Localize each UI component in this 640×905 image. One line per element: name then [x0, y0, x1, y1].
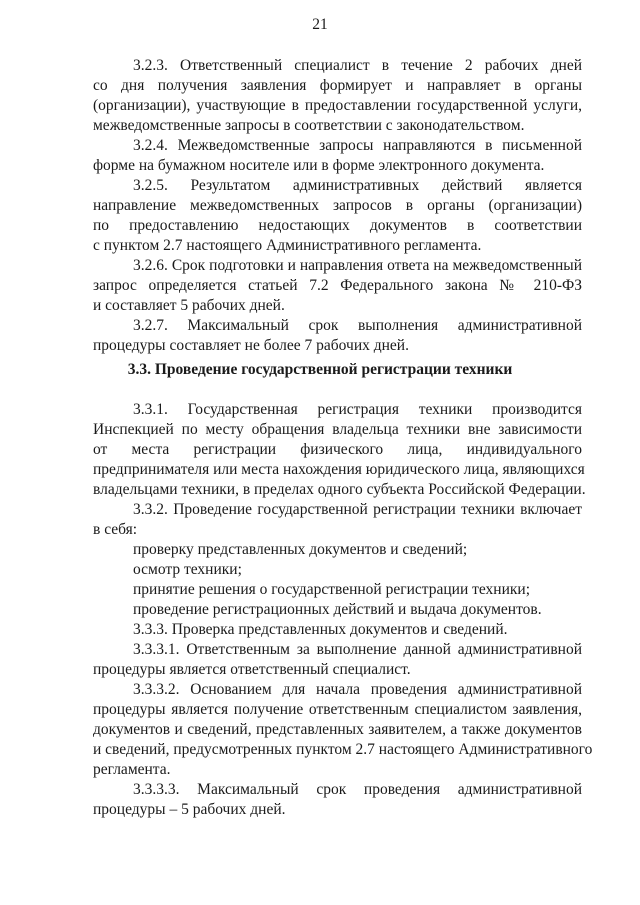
text-line: 3.2.4. Межведомственные запросы направляются в письменной: [133, 137, 582, 154]
text-line: (организации), участвующие в предоставлении государственной услуги,: [93, 97, 582, 114]
text-line: процедуры – 5 рабочих дней.: [93, 801, 286, 818]
text-line: 3.2.3. Ответственный специалист в течение 2 рабочих дней: [133, 57, 582, 74]
text-line: 3.3.3.2. Основанием для начала проведения административной: [133, 681, 582, 698]
text-line: 3.2.6. Срок подготовки и направления ответа на межведомственный: [133, 257, 582, 274]
text-line: процедуры является получение ответственным специалистом заявления,: [93, 701, 582, 718]
page-number: 21: [312, 16, 328, 33]
text-line: регламента.: [93, 761, 171, 778]
text-line: 3.2.7. Максимальный срок выполнения административной: [133, 317, 582, 334]
list-item: принятие решения о государственной регистрации техники;: [133, 581, 531, 598]
list-item: осмотр техники;: [133, 561, 242, 578]
text-line: 3.2.5. Результатом административных действий является: [133, 177, 582, 194]
text-line: владельцами техники, в пределах одного субъекта Российской Федерации.: [93, 481, 586, 498]
text-line: межведомственные запросы в соответствии с законодательством.: [93, 117, 525, 134]
text-line: Инспекцией по месту обращения владельца техники вне зависимости: [93, 421, 582, 438]
section-heading: 3.3. Проведение государственной регистрации техники: [127, 361, 513, 378]
text-line: в себя:: [93, 521, 138, 538]
text-line: с пунктом 2.7 настоящего Административного регламента.: [93, 237, 482, 254]
text-line: процедуры составляет не более 7 рабочих дней.: [93, 337, 409, 354]
text-line: 3.3.3.3. Максимальный срок проведения административной: [133, 781, 582, 798]
list-item: проверку представленных документов и сведений;: [133, 541, 468, 558]
text-line: и составляет 5 рабочих дней.: [93, 297, 285, 314]
text-line: 3.3.1. Государственная регистрация техники производится: [133, 401, 582, 418]
text-line: со дня получения заявления формирует и направляет в органы: [93, 77, 582, 94]
text-line: предпринимателя или места нахождения юридического лица, являющихся: [93, 461, 585, 478]
text-line: 3.3.3.1. Ответственным за выполнение данной административной: [133, 641, 582, 658]
text-line: процедуры является ответственный специалист.: [93, 661, 411, 678]
text-line: и сведений, предусмотренных пунктом 2.7 настоящего Административного: [93, 741, 593, 758]
text-line: запрос определяется статьей 7.2 Федерального закона № 210-ФЗ: [93, 277, 582, 294]
text-line: от места регистрации физического лица, индивидуального: [93, 441, 582, 458]
text-line: документов и сведений, представленных заявителем, а также документов: [93, 721, 582, 738]
text-line: форме на бумажном носителе или в форме электронного документа.: [93, 157, 545, 174]
list-item: проведение регистрационных действий и выдача документов.: [133, 601, 542, 618]
text-line: 3.3.2. Проведение государственной регистрации техники включает: [133, 501, 582, 518]
text-line: направление межведомственных запросов в органы (организации): [93, 197, 582, 214]
text-line: 3.3.3. Проверка представленных документов и сведений.: [133, 621, 508, 638]
text-line: по предоставлению недостающих документов в соответствии: [93, 217, 582, 234]
